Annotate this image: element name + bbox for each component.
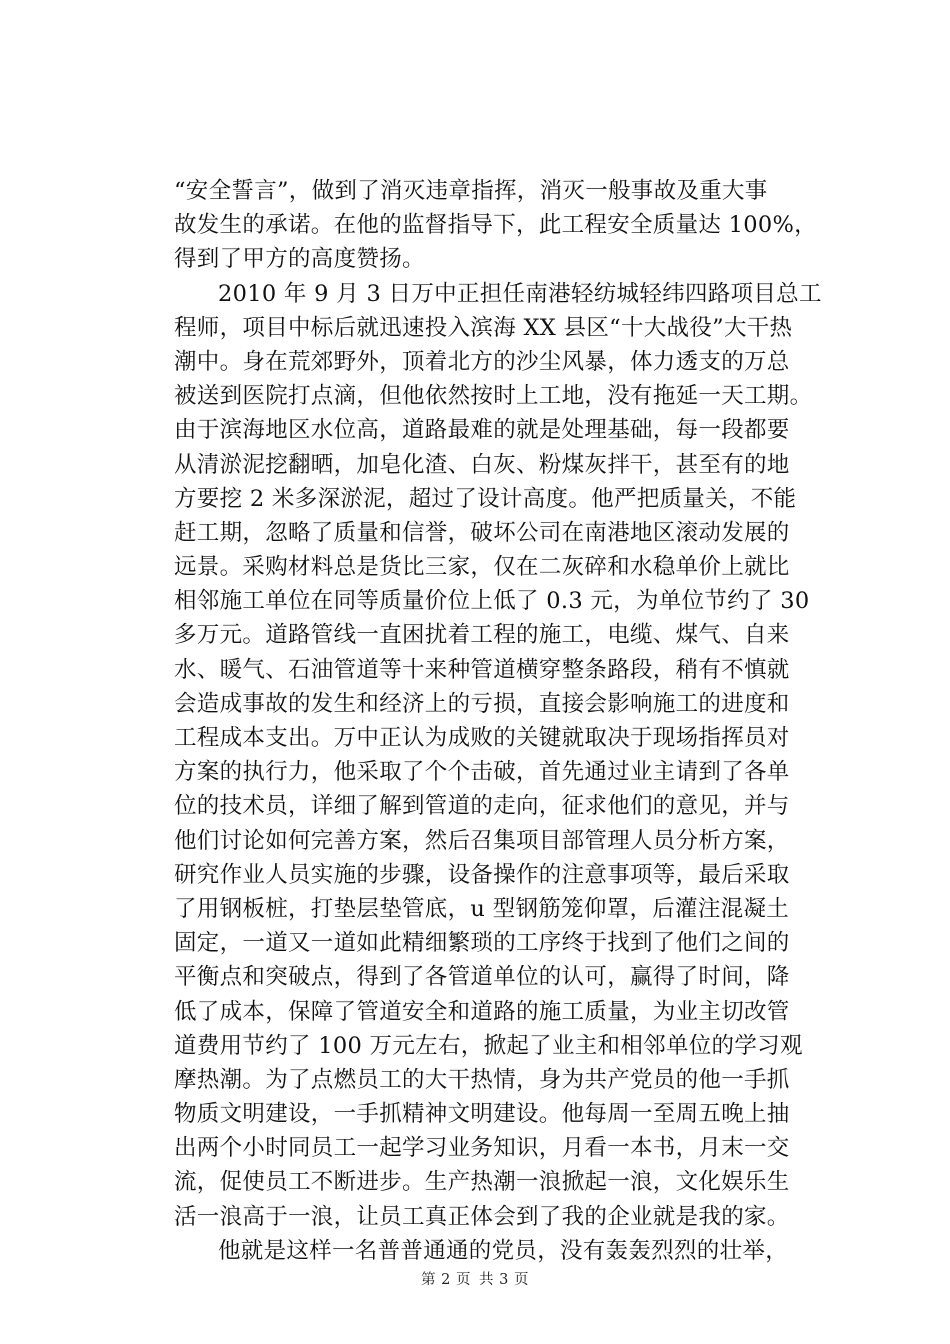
text-line: 工程成本支出。万中正认为成败的关键就取决于现场指挥员对: [174, 725, 790, 751]
text-line: 潮中。身在荒郊野外，顶着北方的沙尘风暴，体力透支的万总: [174, 348, 790, 375]
text-line: “安全誓言”，做到了消灭违章指挥，消灭一般事故及重大事: [174, 178, 768, 204]
text-line: 低了成本，保障了管道安全和道路的施工质量，为业主切改管: [174, 998, 790, 1025]
text-line: 被送到医院打点滴，但他依然按时上工地，没有拖延一天工期。: [174, 383, 813, 410]
text-line: 故发生的承诺。在他的监督指导下，此工程安全质量达 100%，: [174, 212, 817, 239]
text-line: 流，促使员工不断进步。生产热潮一浪掀起一浪，文化娱乐生: [174, 1169, 790, 1196]
text-line: 固定，一道又一道如此精细繁琐的工序终于找到了他们之间的: [174, 930, 790, 957]
paragraph-first-line: 他就是这样一名普普通通的党员，没有轰轰烈烈的壮举，: [218, 1237, 789, 1264]
text-line: 方案的执行力，他采取了个个击破，首先通过业主请到了各单: [174, 759, 790, 786]
text-line: 水、暖气、石油管道等十来种管道横穿整条路段，稍有不慎就: [174, 656, 790, 683]
text-line: 位的技术员，详细了解到管道的走向，征求他们的意见，并与: [174, 793, 790, 820]
page-number-current: 第 2 页: [421, 1272, 471, 1288]
text-line: 程师，项目中标后就迅速投入滨海 XX 县区“十大战役”大干热: [174, 314, 793, 341]
text-line: 相邻施工单位在同等质量价位上低了 0.3 元，为单位节约了 30: [174, 588, 810, 615]
text-line: 道费用节约了 100 万元左右，掀起了业主和相邻单位的学习观: [174, 1032, 803, 1059]
document-body: [174, 174, 824, 1268]
text-line: 研究作业人员实施的步骤，设备操作的注意事项等，最后采取: [174, 861, 790, 888]
text-line: 活一浪高于一浪，让员工真正体会到了我的企业就是我的家。: [174, 1203, 790, 1230]
text-line: 了用钢板桩，打垫层垫管底，u 型钢筋笼仰罩，后灌注混凝土: [174, 895, 790, 922]
text-line: 他们讨论如何完善方案，然后召集项目部管理人员分析方案，: [174, 827, 790, 854]
text-line: 赶工期，忽略了质量和信誉，破坏公司在南港地区滚动发展的: [174, 519, 790, 546]
text-line: 得到了甲方的高度赞扬。: [174, 246, 425, 273]
text-line: 摩热潮。为了点燃员工的大干热情，身为共产党员的他一手抓: [174, 1066, 790, 1093]
page-number-total: 共 3 页: [479, 1272, 529, 1288]
text-line: 多万元。道路管线一直困扰着工程的施工，电缆、煤气、自来: [174, 622, 790, 649]
text-line: 物质文明建设，一手抓精神文明建设。他每周一至周五晚上抽: [174, 1101, 790, 1128]
text-line: 远景。采购材料总是货比三家，仅在二灰碎和水稳单价上就比: [174, 554, 790, 581]
paragraph-first-line: 2010 年 9 月 3 日万中正担任南港轻纺城轻纬四路项目总工: [218, 280, 822, 307]
text-line: 出两个小时同员工一起学习业务知识，月看一本书，月末一交: [174, 1135, 790, 1162]
text-line: 会造成事故的发生和经济上的亏损，直接会影响施工的进度和: [174, 690, 790, 717]
text-line: 由于滨海地区水位高，道路最难的就是处理基础，每一段都要: [174, 417, 790, 444]
page-footer: [0, 1268, 950, 1289]
text-line: 从清淤泥挖翻晒，加皂化渣、白灰、粉煤灰拌干，甚至有的地: [174, 451, 790, 478]
text-line: 平衡点和突破点，得到了各管道单位的认可，赢得了时间，降: [174, 964, 790, 991]
text-line: 方要挖 2 米多深淤泥，超过了设计高度。他严把质量关，不能: [174, 485, 797, 512]
